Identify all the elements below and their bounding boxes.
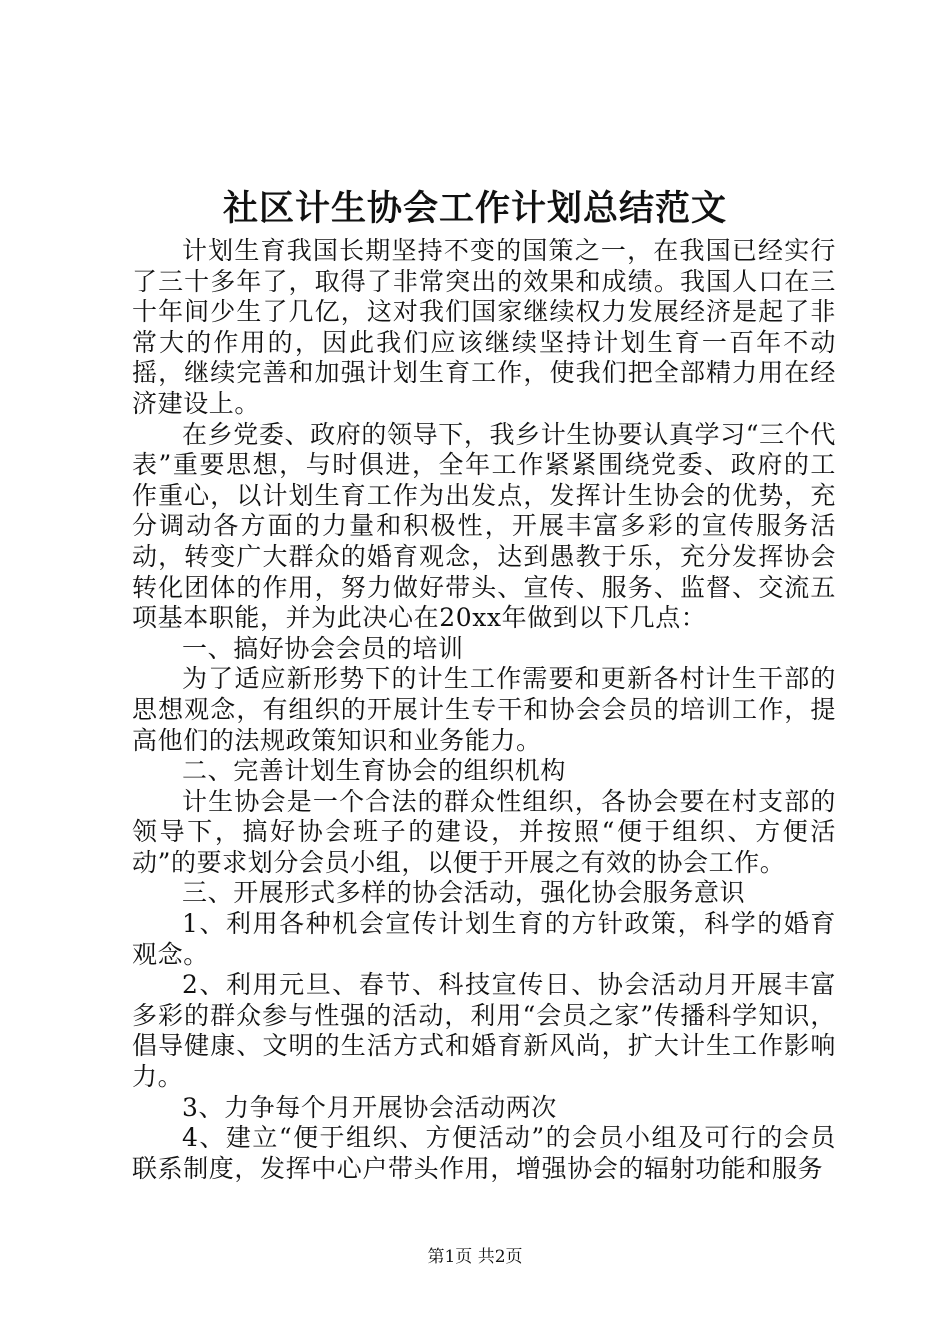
paragraph-goals: 在乡党委、政府的领导下，我乡计生协要认真学习“三个代表”重要思想，与时俱进，全年工作紧紧围绕党委、政府的工作重心，以计划生育工作为出发点，发挥计生协会的优势，充分调动各方面的力量和积极性，开展丰富多彩的宣传服务活动，转变广大群众的婚育观念，达到愚教于乐，充分发挥协会转化团体的作用，努力做好带头、宣传、服务、监督、交流五项基本职能，并为此决心在20xx年做到以下几点：	[132, 419, 836, 633]
section-heading-activities: 三、开展形式多样的协会活动，强化协会服务意识	[182, 878, 746, 908]
section-heading-training: 一、搞好协会会员的培训	[182, 633, 464, 663]
paragraph-training: 为了适应新形势下的计生工作需要和更新各村计生干部的思想观念，有组织的开展计生专干和协会会员的培训工作，提高他们的法规政策知识和业务能力。	[132, 664, 836, 755]
list-item-2: 2、利用元旦、春节、科技宣传日、协会活动月开展丰富多彩的群众参与性强的活动，利用“会员之家”传播科学知识，倡导健康、文明的生活方式和婚育新风尚，扩大计生工作影响力。	[132, 970, 836, 1092]
document-body	[132, 236, 836, 1184]
paragraph-organization: 计生协会是一个合法的群众性组织，各协会要在村支部的领导下，搞好协会班子的建设，并按照“便于组织、方便活动”的要求划分会员小组，以便于开展之有效的协会工作。	[132, 786, 836, 877]
section-heading-organization: 二、完善计划生育协会的组织机构	[182, 756, 567, 786]
page-number-footer: 第1页 共2页	[427, 1247, 523, 1267]
list-item-4: 4、建立“便于组织、方便活动”的会员小组及可行的会员联系制度，发挥中心户带头作用，增强协会的辐射功能和服务	[132, 1123, 836, 1183]
list-item-3: 3、力争每个月开展协会活动两次	[182, 1092, 557, 1122]
list-item-1: 1、利用各种机会宣传计划生育的方针政策，科学的婚育观念。	[132, 909, 836, 969]
paragraph-intro: 计划生育我国长期坚持不变的国策之一，在我国已经实行了三十多年了，取得了非常突出的效果和成绩。我国人口在三十年间少生了几亿，这对我们国家继续权力发展经济是起了非常大的作用的，因此我们应该继续坚持计划生育一百年不动摇，继续完善和加强计划生育工作，使我们把全部精力用在经济建设上。	[132, 236, 836, 418]
document-title: 社区计生协会工作计划总结范文	[222, 188, 727, 229]
